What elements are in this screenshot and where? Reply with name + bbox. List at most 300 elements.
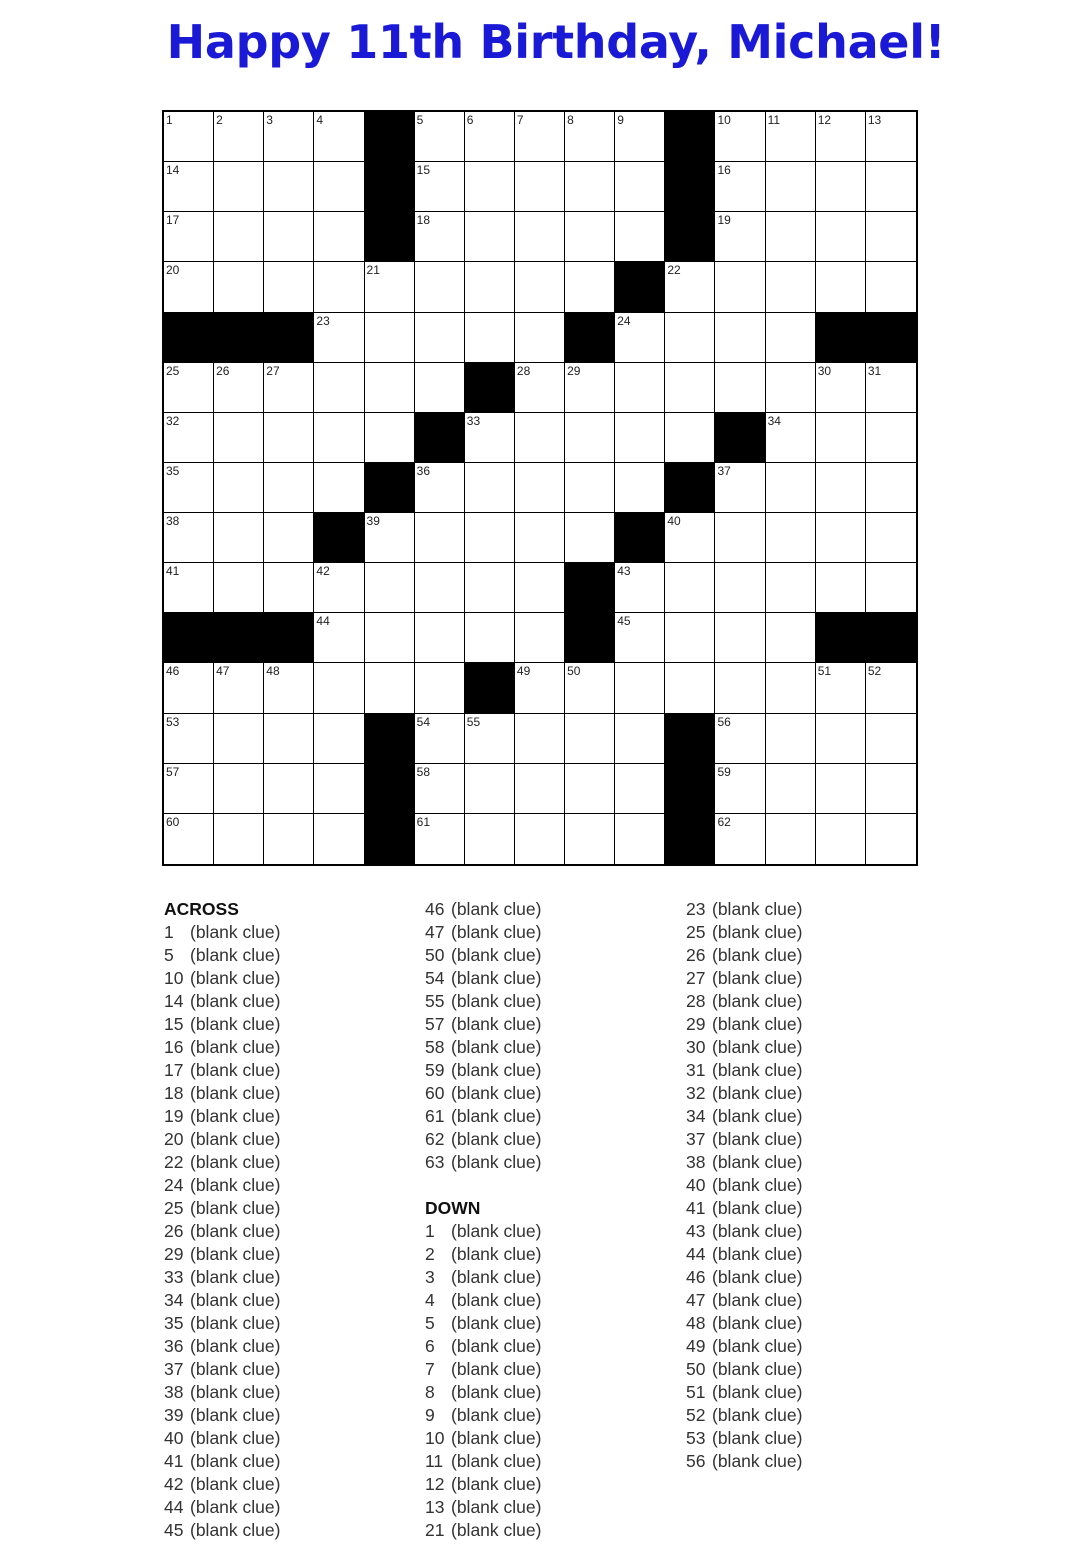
clue-num: 51 [686, 1382, 706, 1402]
clue-number: 33 [466, 413, 481, 428]
grid-cell [214, 212, 264, 262]
grid-cell [766, 563, 816, 613]
grid-cell [866, 563, 916, 613]
across-clue [164, 1496, 404, 1519]
clue-text: (blank clue) [712, 1037, 803, 1057]
down-clue [686, 1105, 926, 1128]
clue-text: (blank clue) [190, 1152, 281, 1172]
clue-text: (blank clue) [451, 899, 542, 919]
grid-block [715, 413, 765, 463]
clue-number: 2 [216, 113, 223, 127]
clue-num: 3 [425, 1267, 435, 1287]
clue-num: 25 [164, 1198, 184, 1218]
clue-number: 18 [416, 213, 431, 228]
clue-number: 6 [466, 113, 474, 127]
grid-block [665, 814, 715, 864]
down-clue [686, 990, 926, 1013]
clue-num: 6 [425, 1336, 435, 1356]
across-clue [164, 1519, 404, 1542]
clue-text: (blank clue) [190, 1451, 281, 1471]
across-clue [425, 1013, 665, 1036]
grid-block [214, 313, 264, 363]
clue-num: 57 [425, 1014, 445, 1034]
clue-text: (blank clue) [190, 1083, 281, 1103]
grid-cell [615, 814, 665, 864]
clue-num: 1 [164, 922, 174, 942]
clue-num: 63 [425, 1152, 445, 1172]
grid-cell [615, 463, 665, 513]
across-clue [164, 1335, 404, 1358]
grid-cell [264, 814, 314, 864]
clue-num: 34 [164, 1290, 184, 1310]
grid-block [665, 162, 715, 212]
grid-cell [515, 714, 565, 764]
grid-cell [665, 563, 715, 613]
down-clue [686, 967, 926, 990]
clue-number: 22 [667, 263, 681, 278]
clue-text: (blank clue) [451, 1474, 542, 1494]
grid-cell [816, 513, 866, 563]
grid-cell [816, 413, 866, 463]
across-clue [164, 1266, 404, 1289]
clue-number: 52 [867, 664, 882, 679]
grid-cell [515, 513, 565, 563]
clue-number: 37 [717, 463, 731, 478]
grid-cell [264, 162, 314, 212]
grid-block [465, 363, 515, 413]
grid-cell [565, 112, 615, 162]
clue-num: 40 [686, 1175, 706, 1195]
down-clue [686, 1335, 926, 1358]
clue-text: (blank clue) [712, 968, 803, 988]
clue-text: (blank clue) [190, 1198, 281, 1218]
grid-cell [565, 363, 615, 413]
across-clue [164, 1220, 404, 1243]
grid-block [365, 714, 415, 764]
clue-text: (blank clue) [451, 1405, 542, 1425]
clue-number: 3 [266, 113, 273, 127]
clue-number: 40 [667, 514, 681, 529]
clue-text: (blank clue) [451, 1037, 542, 1057]
grid-cell [715, 162, 765, 212]
across-clue [164, 921, 404, 944]
down-clue [686, 1266, 926, 1289]
across-clue [164, 1427, 404, 1450]
clue-num: 40 [164, 1428, 184, 1448]
grid-cell [766, 663, 816, 713]
clue-text: (blank clue) [190, 1405, 281, 1425]
clue-text: (blank clue) [712, 1175, 803, 1195]
grid-cell [715, 563, 765, 613]
grid-cell [415, 513, 465, 563]
across-clue [425, 1036, 665, 1059]
grid-cell [515, 212, 565, 262]
clue-number: 8 [567, 113, 574, 127]
clue-number: 45 [617, 614, 631, 629]
grid-cell [465, 463, 515, 513]
clue-num: 25 [686, 922, 706, 942]
grid-cell [715, 363, 765, 413]
grid-block [665, 212, 715, 262]
grid-cell [164, 262, 214, 312]
grid-block [565, 313, 615, 363]
clue-number: 12 [817, 113, 832, 127]
grid-cell [766, 513, 816, 563]
clue-number: 34 [767, 413, 781, 428]
clue-text: (blank clue) [451, 945, 542, 965]
grid-block [866, 313, 916, 363]
clue-number: 30 [817, 363, 832, 378]
grid-cell [766, 613, 816, 663]
down-clue [425, 1381, 665, 1404]
down-clue [686, 1128, 926, 1151]
grid-block [565, 613, 615, 663]
clue-num: 32 [686, 1083, 706, 1103]
grid-block [365, 162, 415, 212]
across-clue [164, 1013, 404, 1036]
clue-number: 32 [166, 413, 180, 428]
clue-number: 39 [366, 514, 380, 529]
clue-num: 45 [164, 1520, 184, 1540]
grid-cell [615, 714, 665, 764]
clue-text: (blank clue) [451, 1336, 542, 1356]
across-clue [425, 898, 665, 921]
clue-text: (blank clue) [451, 1520, 542, 1540]
clue-number: 5 [416, 113, 424, 127]
grid-cell [164, 663, 214, 713]
clue-text: (blank clue) [712, 1451, 803, 1471]
grid-cell [816, 162, 866, 212]
clue-text: (blank clue) [712, 1014, 803, 1034]
clue-text: (blank clue) [190, 1428, 281, 1448]
clue-num: 26 [686, 945, 706, 965]
clue-text: (blank clue) [451, 1244, 542, 1264]
clue-num: 11 [425, 1451, 444, 1471]
across-clue [164, 1473, 404, 1496]
grid-cell [314, 162, 364, 212]
clue-number: 47 [216, 664, 230, 679]
clue-text: (blank clue) [190, 945, 281, 965]
grid-cell [214, 463, 264, 513]
across-clue [164, 1128, 404, 1151]
grid-cell [214, 513, 264, 563]
grid-cell [515, 262, 565, 312]
down-clue [686, 1197, 926, 1220]
across-clue [164, 1197, 404, 1220]
clue-num: 12 [425, 1474, 445, 1494]
clue-text: (blank clue) [190, 1244, 281, 1264]
across-clue [425, 921, 665, 944]
clue-num: 10 [164, 968, 184, 988]
clue-text: (blank clue) [190, 1382, 281, 1402]
down-clue [425, 1266, 665, 1289]
across-clue [164, 1036, 404, 1059]
grid-cell [465, 212, 515, 262]
grid-block [164, 613, 214, 663]
grid-cell [615, 613, 665, 663]
across-clue [164, 1289, 404, 1312]
clue-number: 17 [166, 213, 180, 228]
grid-cell [465, 262, 515, 312]
clue-text: (blank clue) [712, 1152, 803, 1172]
grid-cell [365, 262, 415, 312]
clue-num: 36 [164, 1336, 184, 1356]
grid-block [816, 613, 866, 663]
grid-cell [615, 563, 665, 613]
grid-cell [314, 313, 364, 363]
grid-cell [665, 663, 715, 713]
grid-cell [866, 714, 916, 764]
across-clue [425, 1059, 665, 1082]
grid-cell [665, 413, 715, 463]
clue-number: 38 [166, 514, 180, 529]
clue-column-2 [425, 898, 665, 1542]
grid-cell [415, 814, 465, 864]
grid-cell [515, 413, 565, 463]
down-clue [425, 1335, 665, 1358]
clue-text: (blank clue) [712, 1313, 803, 1333]
clue-number: 46 [166, 664, 180, 679]
clue-column-1 [164, 898, 404, 1542]
clue-num: 15 [164, 1014, 184, 1034]
across-clue [164, 1151, 404, 1174]
clue-text: (blank clue) [712, 1382, 803, 1402]
grid-cell [214, 663, 264, 713]
clue-num: 46 [686, 1267, 706, 1287]
clue-num: 31 [686, 1060, 706, 1080]
clue-text: (blank clue) [451, 1359, 542, 1379]
down-clue [425, 1243, 665, 1266]
grid-cell [214, 563, 264, 613]
grid-cell [264, 363, 314, 413]
across-heading: ACROSS [164, 899, 239, 919]
down-clue [686, 1082, 926, 1105]
grid-cell [565, 513, 615, 563]
grid-cell [314, 413, 364, 463]
clue-number: 61 [416, 814, 431, 829]
across-clue [164, 1174, 404, 1197]
clue-number: 49 [516, 664, 531, 679]
clue-num: 46 [425, 899, 445, 919]
clue-text: (blank clue) [190, 991, 281, 1011]
grid-block [365, 814, 415, 864]
grid-block [415, 413, 465, 463]
down-clue [425, 1519, 665, 1542]
clue-number: 36 [416, 463, 431, 478]
grid-block [565, 563, 615, 613]
clue-number: 15 [416, 163, 431, 178]
clue-number: 44 [316, 614, 330, 629]
clue-number: 35 [166, 463, 180, 478]
clue-text: (blank clue) [451, 1497, 542, 1517]
clue-number: 50 [567, 664, 581, 679]
grid-cell [415, 363, 465, 413]
grid-cell [565, 814, 615, 864]
grid-cell [264, 714, 314, 764]
grid-cell [415, 162, 465, 212]
clue-text: (blank clue) [451, 1060, 542, 1080]
clue-num: 1 [425, 1221, 435, 1241]
clue-text: (blank clue) [451, 1014, 542, 1034]
clue-number: 23 [316, 313, 330, 328]
grid-cell [515, 764, 565, 814]
grid-block [365, 212, 415, 262]
clue-text: (blank clue) [451, 1152, 542, 1172]
down-clue [425, 1358, 665, 1381]
clue-number: 14 [166, 163, 180, 178]
grid-cell [715, 613, 765, 663]
clue-num: 16 [164, 1037, 184, 1057]
grid-cell [866, 764, 916, 814]
clue-text: (blank clue) [190, 1267, 281, 1287]
clue-num: 24 [164, 1175, 184, 1195]
clue-text: (blank clue) [712, 1106, 803, 1126]
grid-cell [264, 764, 314, 814]
across-clue [164, 990, 404, 1013]
grid-cell [565, 413, 615, 463]
clue-num: 17 [164, 1060, 184, 1080]
clue-number: 28 [516, 363, 531, 378]
crossword-grid [162, 110, 918, 866]
clue-text: (blank clue) [712, 1060, 803, 1080]
clue-number: 20 [166, 263, 180, 278]
grid-cell [164, 413, 214, 463]
grid-cell [214, 162, 264, 212]
clue-number: 10 [717, 113, 731, 127]
grid-cell [415, 262, 465, 312]
clue-number: 60 [166, 814, 180, 829]
grid-cell [264, 262, 314, 312]
clue-text: (blank clue) [451, 991, 542, 1011]
grid-cell [365, 413, 415, 463]
clue-num: 18 [164, 1083, 184, 1103]
grid-block [816, 313, 866, 363]
clue-num: 26 [164, 1221, 184, 1241]
grid-cell [715, 663, 765, 713]
grid-cell [365, 363, 415, 413]
grid-cell [816, 563, 866, 613]
grid-cell [615, 363, 665, 413]
clue-number: 54 [416, 714, 431, 729]
across-clue [425, 967, 665, 990]
grid-cell [164, 363, 214, 413]
grid-cell [615, 663, 665, 713]
clue-num: 7 [425, 1359, 435, 1379]
grid-cell [264, 463, 314, 513]
clue-number: 13 [867, 113, 882, 127]
clue-number: 7 [516, 113, 524, 127]
down-clue [686, 1013, 926, 1036]
clue-num: 14 [164, 991, 184, 1011]
grid-cell [766, 313, 816, 363]
grid-cell [415, 613, 465, 663]
grid-cell [415, 663, 465, 713]
clue-num: 50 [686, 1359, 706, 1379]
clue-num: 52 [686, 1405, 706, 1425]
grid-cell [816, 112, 866, 162]
clue-text: (blank clue) [712, 1428, 803, 1448]
grid-cell [515, 363, 565, 413]
clue-num: 29 [686, 1014, 706, 1034]
grid-cell [866, 463, 916, 513]
grid-cell [214, 262, 264, 312]
clue-num: 62 [425, 1129, 445, 1149]
grid-block [314, 513, 364, 563]
clue-num: 27 [686, 968, 706, 988]
grid-cell [515, 663, 565, 713]
clue-number: 62 [717, 814, 731, 829]
clue-text: (blank clue) [451, 1083, 542, 1103]
grid-cell [715, 212, 765, 262]
clue-text: (blank clue) [190, 1106, 281, 1126]
grid-block [615, 262, 665, 312]
clue-num: 10 [425, 1428, 445, 1448]
grid-cell [465, 764, 515, 814]
across-clue [164, 1450, 404, 1473]
grid-cell [264, 212, 314, 262]
clue-num: 38 [164, 1382, 184, 1402]
down-clue [686, 921, 926, 944]
clue-text: (blank clue) [712, 1083, 803, 1103]
grid-cell [766, 714, 816, 764]
across-clue [425, 1105, 665, 1128]
grid-cell [766, 413, 816, 463]
clue-num: 5 [425, 1313, 435, 1333]
clue-num: 29 [164, 1244, 184, 1264]
clue-number: 21 [366, 263, 380, 278]
clue-text: (blank clue) [451, 922, 542, 942]
grid-cell [816, 463, 866, 513]
across-clue [164, 1105, 404, 1128]
clue-text: (blank clue) [451, 1382, 542, 1402]
clue-text: (blank clue) [190, 968, 281, 988]
down-clue [686, 1450, 926, 1473]
grid-cell [866, 363, 916, 413]
grid-cell [164, 814, 214, 864]
clue-text: (blank clue) [190, 1221, 281, 1241]
grid-cell [314, 363, 364, 413]
grid-cell [515, 613, 565, 663]
grid-cell [164, 463, 214, 513]
grid-cell [214, 112, 264, 162]
across-clue [164, 1381, 404, 1404]
grid-cell [866, 413, 916, 463]
grid-cell [264, 112, 314, 162]
clue-num: 35 [164, 1313, 184, 1333]
clue-num: 58 [425, 1037, 445, 1057]
grid-cell [465, 814, 515, 864]
clue-num: 47 [686, 1290, 706, 1310]
across-clue [164, 1059, 404, 1082]
clue-num: 41 [164, 1451, 184, 1471]
clue-text: (blank clue) [451, 1129, 542, 1149]
across-clue [164, 1312, 404, 1335]
grid-block [615, 513, 665, 563]
across-clue [425, 1128, 665, 1151]
grid-cell [264, 413, 314, 463]
grid-cell [415, 714, 465, 764]
clue-num: 44 [164, 1497, 184, 1517]
down-clue [686, 898, 926, 921]
grid-cell [866, 513, 916, 563]
grid-cell [465, 563, 515, 613]
grid-cell [465, 513, 515, 563]
clue-text: (blank clue) [712, 1267, 803, 1287]
clue-text: (blank clue) [712, 922, 803, 942]
clue-num: 19 [164, 1106, 184, 1126]
grid-cell [816, 663, 866, 713]
grid-cell [866, 212, 916, 262]
